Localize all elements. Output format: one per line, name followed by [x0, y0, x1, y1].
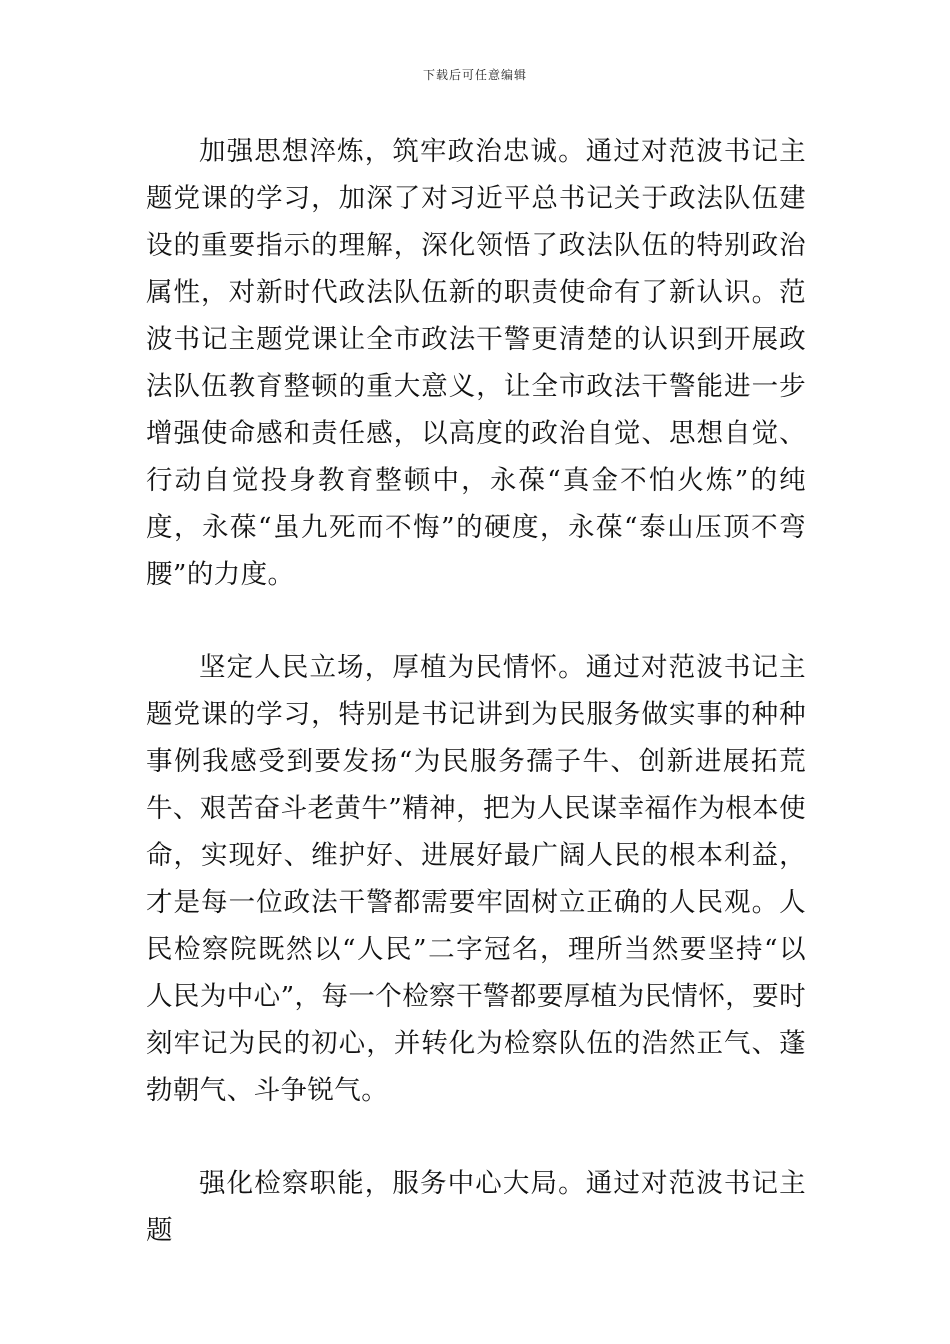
paragraph-political-loyalty: 加强思想淬炼，筑牢政治忠诚。通过对范波书记主题党课的学习，加深了对习近平总书记关于政法队伍建设的重要指示的理解，深化领悟了政法队伍的特别政治属性，对新时代政法队伍新的职责使命有了新认识。范波书记主题党课让全市政法干警更清楚的认识到开展政法队伍教育整顿的重大意义，让全市政法干警能进一步增强使命感和责任感，以高度的政治自觉、思想自觉、行动自觉投身教育整顿中，永葆“真金不怕火炼”的纯度，永葆“虽九死而不悔”的硬度，永葆“泰山压顶不弯腰”的力度。: [146, 136, 806, 590]
document-body: [146, 128, 806, 1300]
page-header-note: 下载后可任意编辑: [422, 68, 527, 82]
paragraph-people-stance: 坚定人民立场，厚植为民情怀。通过对范波书记主题党课的学习，特别是书记讲到为民服务做实事的种种事例我感受到要发扬“为民服务孺子牛、创新进展拓荒牛、艰苦奋斗老黄牛”精神，把为人民谋幸福作为根本使命，实现好、维护好、进展好最广阔人民的根本利益，才是每一位政法干警都需要牢固树立正确的人民观。人民检察院既然以“人民”二字冠名，理所当然要坚持“以人民为中心”，每一个检察干警都要厚植为民情怀，要时刻牢记为民的初心，并转化为检察队伍的浩然正气、蓬勃朝气、斗争锐气。: [146, 652, 806, 1106]
paragraph-procuratorial-function: 强化检察职能，服务中心大局。通过对范波书记主题: [146, 1168, 806, 1246]
